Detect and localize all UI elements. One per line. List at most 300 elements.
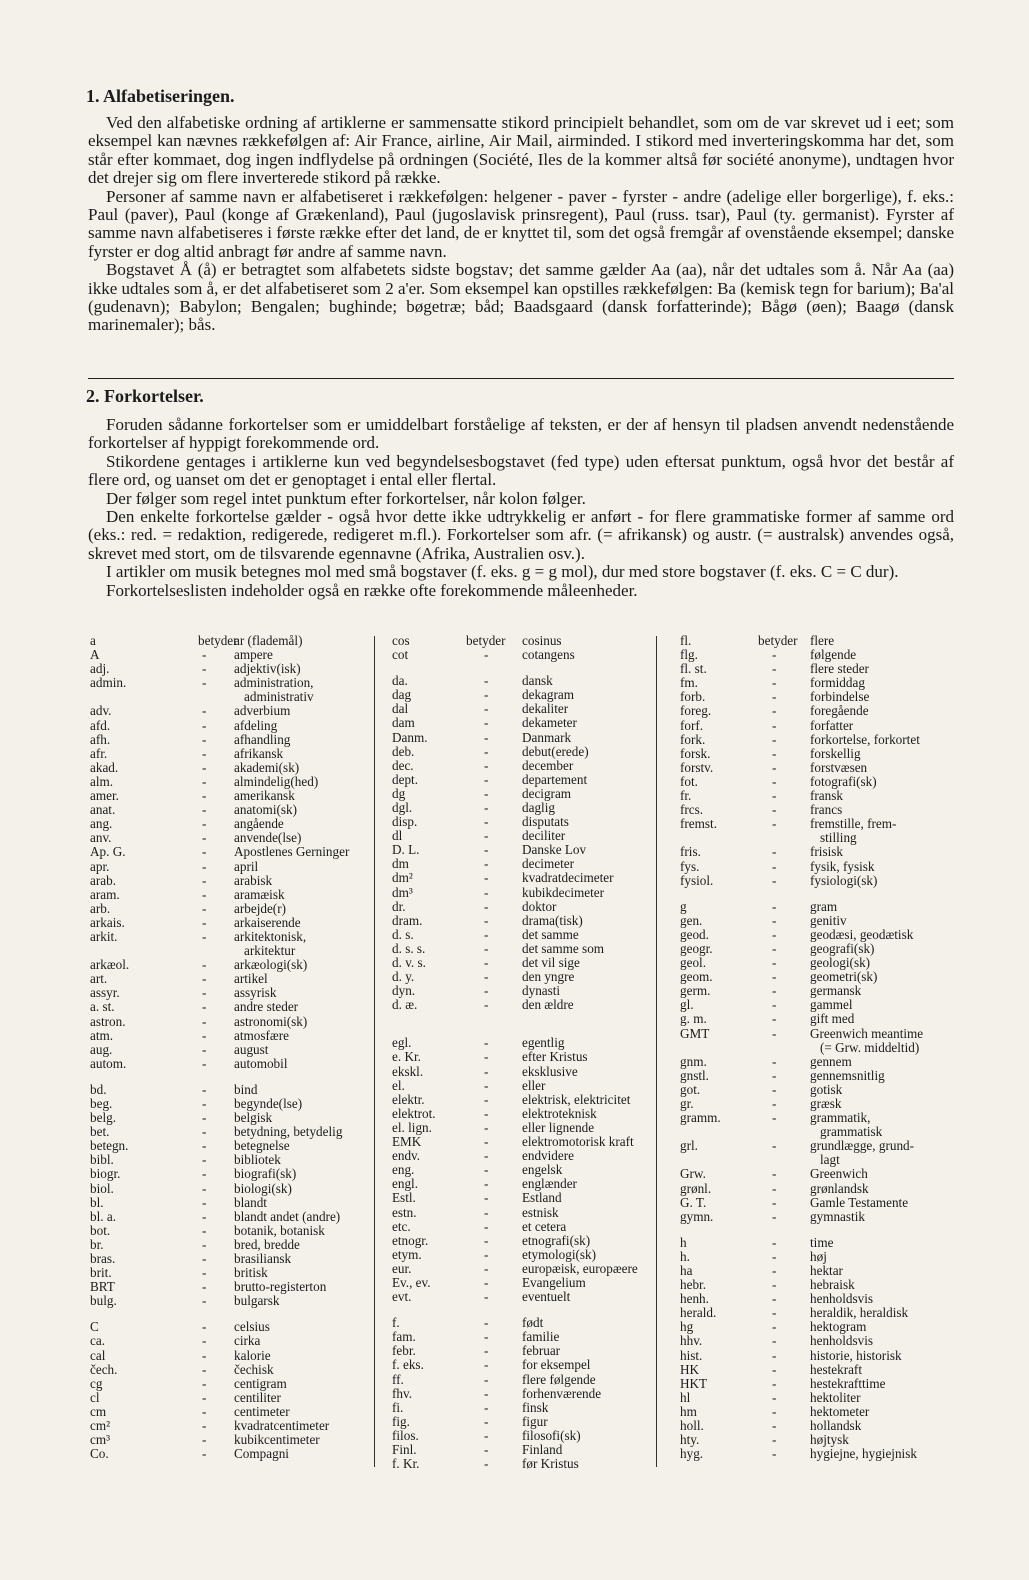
list-header-row <box>90 634 372 648</box>
dash-separator: - <box>202 1251 207 1267</box>
meaning: dynasti <box>522 983 561 999</box>
abbreviation: afh. <box>90 731 111 747</box>
abbreviation: d. v. s. <box>392 955 426 971</box>
paragraph: Bogstavet Å (å) er betragtet som alfabetets sidste bogstav; det samme gælder Aa (aa), når det udtales som å. Når Aa (aa) ikke udtales som å, er det alfabetiseret som 2 a'er. Som eksempel kan opstilles rækkefølgen: Ba (kemisk tegn for barium); Ba'al (gudenavn); Babylon; Bengalen; bughinde; bøgetræ; båd; Baadsgaard (dansk forfatterinde); Bågø (øen); Baagø (dansk marinemaler); bås. <box>88 260 954 335</box>
list-gap <box>90 1308 372 1320</box>
meaning-continued: grammatisk <box>820 1124 883 1140</box>
abbreviation: foreg. <box>680 703 712 719</box>
list-item <box>392 702 662 716</box>
meaning: astronomi(sk) <box>234 1013 308 1029</box>
meaning: europæisk, europæere <box>522 1260 638 1276</box>
list-item <box>90 1043 372 1057</box>
abbreviation: autom. <box>90 1055 127 1071</box>
list-item <box>90 1057 372 1071</box>
list-item <box>392 857 662 871</box>
list-item <box>392 1443 662 1457</box>
dash-separator: - <box>202 844 207 860</box>
abbreviation: f. Kr. <box>392 1456 420 1472</box>
abbreviation: afd. <box>90 717 111 733</box>
abbreviation: arb. <box>90 900 111 916</box>
dash-separator: - <box>202 999 207 1015</box>
list-item <box>392 928 662 942</box>
meaning: bind <box>234 1081 258 1097</box>
list-header-row <box>680 634 970 648</box>
dash-separator: - <box>772 788 777 804</box>
dash-separator: - <box>202 1180 207 1196</box>
dash-separator: - <box>202 1041 207 1057</box>
meaning: hestekrafttime <box>810 1375 886 1391</box>
abbreviation: h <box>680 1234 687 1250</box>
abbreviation: cal <box>90 1347 106 1363</box>
abbreviation: dram. <box>392 912 423 928</box>
list-item <box>680 970 970 984</box>
abbreviation: geogr. <box>680 940 713 956</box>
meaning: doktor <box>522 898 557 914</box>
dash-separator: - <box>772 802 777 818</box>
dash-separator: - <box>772 1432 777 1448</box>
meaning: cirka <box>234 1333 261 1349</box>
dash-separator: - <box>202 858 207 874</box>
meaning: født <box>522 1315 544 1331</box>
abbreviation: fys. <box>680 858 700 874</box>
list-item <box>90 1433 372 1447</box>
list-item <box>90 1391 372 1405</box>
abbreviation: febr. <box>392 1343 416 1359</box>
list-item <box>90 1447 372 1461</box>
meaning: elektrisk, elektricitet <box>522 1091 631 1107</box>
meaning: andre steder <box>234 999 299 1015</box>
list-item <box>680 662 970 676</box>
list-item <box>90 1182 372 1196</box>
list-item <box>392 731 662 745</box>
meaning: disputats <box>522 814 569 830</box>
dash-separator: - <box>772 1110 777 1126</box>
abbreviation: bibl. <box>90 1152 114 1168</box>
dash-separator: - <box>772 1418 777 1434</box>
meaning: kvadratdecimeter <box>522 870 614 886</box>
abbreviation: etnogr. <box>392 1232 429 1248</box>
meaning: englænder <box>522 1176 577 1192</box>
dash-separator: - <box>202 1138 207 1154</box>
meaning: bibliotek <box>234 1152 281 1168</box>
meaning: belgisk <box>234 1110 273 1126</box>
dash-separator: - <box>772 703 777 719</box>
abbreviation: hebr. <box>680 1277 707 1293</box>
meaning: hektogram <box>810 1319 867 1335</box>
dash-separator: - <box>484 1105 489 1121</box>
dash-separator: - <box>772 912 777 928</box>
list-item <box>680 1055 970 1069</box>
dash-separator: - <box>202 661 207 677</box>
list-item <box>90 1000 372 1014</box>
dash-separator: - <box>202 900 207 916</box>
abbreviation: alm. <box>90 773 114 789</box>
list-item <box>90 1419 372 1433</box>
list-item <box>392 1107 662 1121</box>
list-item <box>392 1135 662 1149</box>
dash-separator: - <box>484 955 489 971</box>
abbreviation: fig. <box>392 1413 410 1429</box>
dash-separator: - <box>484 1190 489 1206</box>
list-item <box>90 972 372 986</box>
dash-separator: - <box>202 1403 207 1419</box>
abbreviation: bd. <box>90 1081 107 1097</box>
dash-separator: - <box>772 1446 777 1462</box>
list-item <box>90 1097 372 1111</box>
abbreviation: fm. <box>680 675 698 691</box>
list-item <box>680 1069 970 1083</box>
abbreviation: Ap. G. <box>90 844 126 860</box>
abbreviation: arab. <box>90 872 116 888</box>
dash-separator: - <box>484 1091 489 1107</box>
dash-separator: - <box>772 1180 777 1196</box>
meaning: elektromotorisk kraft <box>522 1134 634 1150</box>
abbreviation: bl. <box>90 1194 104 1210</box>
dash-separator: - <box>484 983 489 999</box>
list-item <box>392 1065 662 1079</box>
list-item <box>680 1250 970 1264</box>
abbreviation-column-2 <box>392 634 662 1471</box>
abbreviation: dgl. <box>392 800 413 816</box>
meaning: flere følgende <box>522 1371 596 1387</box>
dash-separator: - <box>202 830 207 846</box>
abbreviation: hl <box>680 1389 691 1405</box>
abbreviation: akad. <box>90 759 119 775</box>
abbreviation: f. <box>392 1315 400 1331</box>
abbreviation: hty. <box>680 1432 700 1448</box>
abbreviation: a <box>90 633 96 648</box>
list-item <box>90 1334 372 1348</box>
list-item <box>392 1050 662 1064</box>
meaning: gymnastik <box>810 1208 865 1224</box>
meaning: departement <box>522 771 588 787</box>
list-item <box>680 1083 970 1097</box>
meaning: familie <box>522 1329 560 1345</box>
list-item <box>680 1264 970 1278</box>
abbreviation: herald. <box>680 1305 717 1321</box>
dash-separator: - <box>772 1025 777 1041</box>
list-item <box>680 928 970 942</box>
meaning: februar <box>522 1343 561 1359</box>
meaning: biografi(sk) <box>234 1166 297 1182</box>
dash-separator: - <box>202 1333 207 1349</box>
meaning: arbejde(r) <box>234 900 286 916</box>
dash-separator: - <box>484 673 489 689</box>
dash-separator: - <box>484 870 489 886</box>
meaning: adverbium <box>234 703 291 719</box>
dash-separator: - <box>202 1208 207 1224</box>
list-item <box>680 1405 970 1419</box>
meaning: eksklusive <box>522 1063 578 1079</box>
meaning: deciliter <box>522 828 566 844</box>
dash-separator: - <box>772 1319 777 1335</box>
abbreviation: engl. <box>392 1176 419 1192</box>
list-item <box>392 942 662 956</box>
paragraph: Ved den alfabetiske ordning af artiklerne er sammensatte stikord principielt behandlet, som om de var skrevet ud i eet; som eksempel kan nævnes rækkefølgen af: Air France, airline, Air Mail, airminded. I stikord med inverteringskomma har det, som står efter kommaet, dog ingen indflydelse på ordningen (Société, Iles de la kommer altså før société anonyme), undtagen hvor det drejer sig om flere inverterede stikord på række. <box>88 113 954 188</box>
meaning: dansk <box>522 673 553 689</box>
dash-separator: - <box>202 957 207 973</box>
list-item <box>680 690 970 704</box>
dash-separator: - <box>772 1305 777 1321</box>
abbreviation: dr. <box>392 898 406 914</box>
dash-separator: - <box>484 969 489 985</box>
meaning: begynde(lse) <box>234 1095 303 1111</box>
meaning: gammel <box>810 997 853 1013</box>
abbreviation: d. s. <box>392 926 414 942</box>
dash-separator: - <box>772 1333 777 1349</box>
meaning: figur <box>522 1413 548 1429</box>
dash-separator: - <box>202 745 207 761</box>
list-item <box>392 1316 662 1330</box>
meaning: assyrisk <box>234 985 277 1001</box>
list-item <box>680 914 970 928</box>
list-item <box>680 1433 970 1447</box>
meaning: forbindelse <box>810 689 870 705</box>
abbreviation: forf. <box>680 717 704 733</box>
dash-separator: - <box>772 1011 777 1027</box>
meaning: angående <box>234 816 284 832</box>
dash-separator: - <box>484 1148 489 1164</box>
meaning: kalorie <box>234 1347 271 1363</box>
abbreviation: fork. <box>680 731 706 747</box>
list-item <box>392 843 662 857</box>
dash-separator: - <box>484 800 489 816</box>
list-item <box>90 704 372 718</box>
abbreviation: fi. <box>392 1399 404 1415</box>
list-item <box>90 775 372 789</box>
dash-separator: - <box>772 969 777 985</box>
list-item <box>90 1153 372 1167</box>
list-item <box>90 930 372 958</box>
dash-separator: - <box>772 1347 777 1363</box>
list-item <box>392 1191 662 1205</box>
list-item <box>392 1234 662 1248</box>
list-item <box>392 914 662 928</box>
meaning: Gamle Testamente <box>810 1194 909 1210</box>
list-item <box>90 648 372 662</box>
dash-separator: - <box>202 985 207 1001</box>
meaning: arkæologi(sk) <box>234 957 308 973</box>
dash-separator: - <box>484 842 489 858</box>
meaning: blandt andet (andre) <box>234 1208 341 1224</box>
list-gap <box>392 1012 662 1024</box>
section-2-title: 2. Forkortelser. <box>86 386 204 406</box>
list-item <box>680 1236 970 1250</box>
list-item <box>90 676 372 704</box>
meaning: blandt <box>234 1194 267 1210</box>
dash-separator: - <box>202 703 207 719</box>
meaning: kubikdecimeter <box>522 884 605 900</box>
list-item <box>90 1111 372 1125</box>
meaning: april <box>234 858 259 874</box>
dash-separator: - <box>772 1138 777 1154</box>
abbreviation: assyr. <box>90 985 120 1001</box>
dash-separator: - <box>772 1375 777 1391</box>
meaning: hygiejne, hygiejnisk <box>810 1446 917 1462</box>
abbreviation: anat. <box>90 802 116 818</box>
meaning: centigram <box>234 1375 287 1391</box>
dash-separator: - <box>772 1067 777 1083</box>
list-item <box>680 1334 970 1348</box>
meaning: forskellig <box>810 745 861 761</box>
abbreviation: amer. <box>90 788 119 804</box>
list-item <box>90 1280 372 1294</box>
meaning: ampere <box>234 647 273 663</box>
meaning: filosofi(sk) <box>522 1427 581 1443</box>
abbreviation: gymn. <box>680 1208 714 1224</box>
abbreviation: grl. <box>680 1138 698 1154</box>
meaning: anvende(lse) <box>234 830 302 846</box>
abbreviation: a. st. <box>90 999 115 1015</box>
dash-separator: - <box>202 1319 207 1335</box>
meaning: foregående <box>810 703 869 719</box>
meaning: Estland <box>522 1190 562 1206</box>
meaning: automobil <box>234 1055 288 1071</box>
list-item <box>90 789 372 803</box>
list-item <box>392 970 662 984</box>
dash-separator: - <box>202 928 207 944</box>
dash-separator: - <box>772 661 777 677</box>
abbreviation: cm² <box>90 1418 111 1434</box>
meaning: centimeter <box>234 1403 290 1419</box>
dash-separator: - <box>484 997 489 1013</box>
list-item <box>392 1358 662 1372</box>
abbreviation: gramm. <box>680 1110 721 1126</box>
abbreviation: A <box>90 647 100 663</box>
abbreviation: Finl. <box>392 1442 417 1457</box>
list-item <box>90 1252 372 1266</box>
abbreviation: ff. <box>392 1371 404 1387</box>
dash-separator: - <box>484 729 489 745</box>
abbreviation: adv. <box>90 703 112 719</box>
dash-separator: - <box>202 647 207 663</box>
paragraph: Der følger som regel intet punktum efter forkortelser, når kolon følger. <box>106 488 586 508</box>
list-item <box>90 831 372 845</box>
abbreviation: čech. <box>90 1361 118 1377</box>
meaning: fotografi(sk) <box>810 773 877 789</box>
meaning-continued: lagt <box>820 1152 840 1168</box>
meaning: etnografi(sk) <box>522 1232 591 1248</box>
meaning: egentlig <box>522 1035 565 1051</box>
abbreviation: dept. <box>392 771 419 787</box>
dash-separator: - <box>484 743 489 759</box>
list-item <box>392 648 662 662</box>
abbreviation: filos. <box>392 1427 419 1443</box>
meaning: britisk <box>234 1265 268 1281</box>
meaning: forhenværende <box>522 1385 602 1401</box>
dash-separator: - <box>772 1389 777 1405</box>
abbreviation: atm. <box>90 1027 114 1043</box>
list-item <box>90 1210 372 1224</box>
list-item <box>680 1097 970 1111</box>
meaning: kvadratcentimeter <box>234 1418 330 1434</box>
abbreviation: el. <box>392 1077 405 1093</box>
meaning: flere steder <box>810 661 869 677</box>
abbreviation: hist. <box>680 1347 703 1363</box>
list-gap <box>680 1224 970 1236</box>
meaning: geometri(sk) <box>810 969 878 985</box>
dash-separator: - <box>484 1218 489 1234</box>
list-item <box>90 1125 372 1139</box>
list-item <box>680 733 970 747</box>
paragraph: Den enkelte forkortelse gælder - også hvor dette ikke udtrykkelig er anført - for flere grammatiske former af samme ord (eks.: red. = redaktion, redigerede, redigeret m.fl.). Forkortelser som afr. (= afrikansk) og austr. (= australsk) anvendes også, skrevet med stort, om de tilsvarende egennavne (Afrika, Australien osv.). <box>88 507 954 563</box>
list-item <box>90 1349 372 1363</box>
meaning: elektroteknisk <box>522 1105 597 1121</box>
dash-separator: - <box>484 1442 489 1457</box>
list-item <box>680 1320 970 1334</box>
abbreviation: HK <box>680 1361 700 1377</box>
abbreviation: dyn. <box>392 983 416 999</box>
meaning: december <box>522 757 574 773</box>
meaning: amerikansk <box>234 788 295 804</box>
meaning: gift med <box>810 1011 855 1027</box>
list-item <box>392 1290 662 1304</box>
abbreviation: Co. <box>90 1446 109 1462</box>
dash-separator: - <box>772 1277 777 1293</box>
meaning: botanik, botanisk <box>234 1222 325 1238</box>
meaning: dekameter <box>522 715 577 731</box>
paragraph: Stikordene gentages i artiklerne kun ved begyndelsesbogstavet (fed type) uden eftersat punktum, også hvor det består af flere ord, og uanset om det er genoptaget i ental eller flertal. <box>88 451 954 490</box>
abbreviation: elektr. <box>392 1091 425 1107</box>
dash-separator: - <box>202 1095 207 1111</box>
meaning: hebraisk <box>810 1277 855 1293</box>
list-item <box>392 1457 662 1471</box>
abbreviation: C <box>90 1319 99 1335</box>
meaning: eller <box>522 1077 546 1093</box>
dash-separator: - <box>484 1232 489 1248</box>
abbreviation: geol. <box>680 955 707 971</box>
meaning: aramæisk <box>234 886 285 902</box>
abbreviation: elektrot. <box>392 1105 436 1121</box>
list-item <box>392 1121 662 1135</box>
dash-separator: - <box>484 1134 489 1150</box>
list-item <box>392 1429 662 1443</box>
list-item <box>680 1349 970 1363</box>
dash-separator: - <box>772 940 777 956</box>
list-item <box>90 845 372 859</box>
meaning: et cetera <box>522 1218 567 1234</box>
abbreviation: forb. <box>680 689 706 705</box>
meaning: daglig <box>522 800 555 816</box>
abbreviation: etc. <box>392 1218 411 1234</box>
meaning: kubikcentimeter <box>234 1432 320 1448</box>
abbreviation: betegn. <box>90 1138 129 1154</box>
meaning: arkitektonisk, <box>234 928 307 944</box>
meaning: francs <box>810 802 843 818</box>
dash-separator: - <box>484 785 489 801</box>
list-item <box>680 1111 970 1139</box>
meaning: gennem <box>810 1053 852 1069</box>
dash-separator: - <box>202 914 207 930</box>
abbreviation: fl. <box>680 633 692 648</box>
list-gap <box>90 1071 372 1083</box>
meaning: formiddag <box>810 675 865 691</box>
dash-separator: - <box>484 757 489 773</box>
list-item <box>392 1276 662 1290</box>
list-item <box>90 1083 372 1097</box>
list-item <box>392 984 662 998</box>
abbreviation: brit. <box>90 1265 112 1281</box>
dash-separator: - <box>484 1427 489 1443</box>
meaning: debut(erede) <box>522 743 589 759</box>
dash-separator: - <box>202 1375 207 1391</box>
dash-separator: - <box>772 983 777 999</box>
abbreviation: dec. <box>392 757 414 773</box>
abbreviation: gl. <box>680 997 694 1013</box>
meaning: det vil sige <box>522 955 580 971</box>
list-item <box>392 1387 662 1401</box>
meaning: hollandsk <box>810 1418 862 1434</box>
